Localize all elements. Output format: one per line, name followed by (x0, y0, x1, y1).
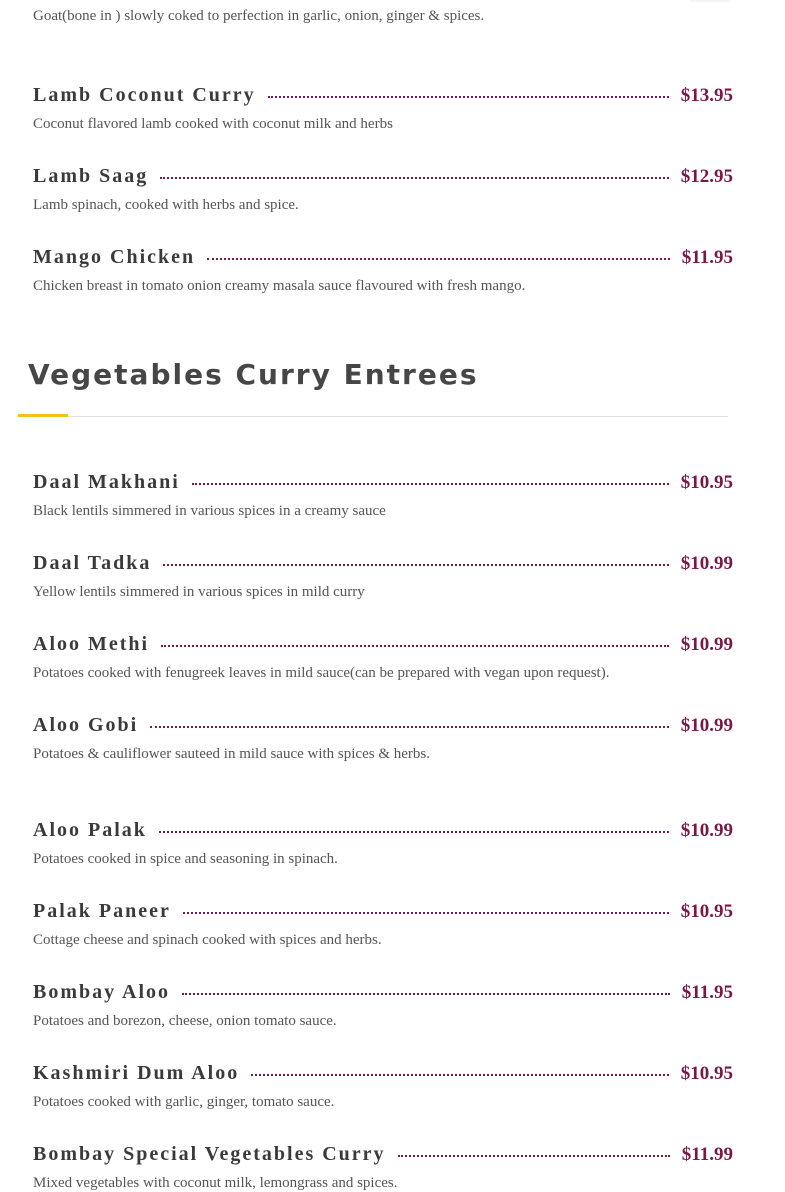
menu-item-price: $11.95 (681, 247, 733, 268)
menu-item-price: $10.95 (680, 472, 733, 493)
section-title: Vegetables Curry Entrees (28, 358, 479, 391)
menu-item-description: Potatoes & cauliflower sauteed in mild sauce with spices & herbs. (33, 746, 430, 762)
menu-item-description: Potatoes cooked with garlic, ginger, tomato sauce. (33, 1094, 335, 1110)
menu-item-description: Mixed vegetables with coconut milk, lemongrass and spices. (33, 1175, 398, 1191)
dotted-leader (163, 564, 668, 566)
menu-item-description: Chicken breast in tomato onion creamy masala sauce flavoured with fresh mango. (33, 278, 526, 294)
menu-item (33, 552, 733, 601)
section-divider (18, 416, 728, 417)
menu-item-description: Potatoes cooked with fenugreek leaves in mild sauce(can be prepared with vegan upon request). (33, 665, 610, 681)
dotted-leader (160, 177, 669, 179)
menu-item-price: $10.95 (680, 901, 733, 922)
dotted-leader (192, 483, 669, 485)
menu-item-price: $10.95 (680, 1063, 733, 1084)
dotted-leader (398, 1155, 670, 1157)
menu-item-name: Daal Tadka (33, 552, 152, 574)
menu-item-name: Aloo Palak (33, 819, 147, 841)
dotted-leader (150, 726, 669, 728)
dotted-leader (182, 993, 670, 995)
menu-item-name: Kashmiri Dum Aloo (33, 1062, 240, 1084)
dotted-leader (159, 831, 669, 833)
menu-item-description: Yellow lentils simmered in various spices in mild curry (33, 584, 365, 600)
dotted-leader (161, 645, 669, 647)
menu-item (33, 714, 733, 763)
menu-item-price: $12.95 (680, 166, 733, 187)
dotted-leader (268, 96, 669, 98)
dotted-leader (207, 258, 670, 260)
menu-item (33, 246, 733, 295)
menu-item (33, 1143, 733, 1192)
menu-item-name: Lamb Saag (33, 165, 149, 187)
menu-item-description: Potatoes cooked in spice and seasoning in spinach. (33, 851, 338, 867)
menu-item-name: Lamb Coconut Curry (33, 84, 256, 106)
menu-item-name: Aloo Gobi (33, 714, 139, 736)
dotted-leader (251, 1074, 669, 1076)
menu-item-price: $10.99 (680, 715, 733, 736)
menu-item-name: Bombay Special Vegetables Curry (33, 1143, 386, 1165)
menu-item (33, 900, 733, 949)
menu-item-name: Bombay Aloo (33, 981, 171, 1003)
menu-item-price: $13.95 (680, 85, 733, 106)
dotted-leader (183, 912, 669, 914)
menu-item-price: $10.99 (680, 634, 733, 655)
menu-item-price: $11.99 (681, 1144, 733, 1165)
menu-item-description: Goat(bone in ) slowly coked to perfection in garlic, onion, ginger & spices. (33, 8, 485, 24)
menu-item-description: Lamb spinach, cooked with herbs and spice. (33, 197, 299, 213)
menu-item (33, 1062, 733, 1111)
menu-item (33, 165, 733, 214)
menu-item-name: Mango Chicken (33, 246, 196, 268)
menu-item-description: Coconut flavored lamb cooked with coconut milk and herbs (33, 116, 393, 132)
menu-item-price: $10.99 (680, 553, 733, 574)
menu-item (33, 981, 733, 1030)
section-accent-bar (18, 414, 68, 417)
menu-item (33, 819, 733, 868)
menu-item-price: $10.99 (680, 820, 733, 841)
menu-item-description: Cottage cheese and spinach cooked with spices and herbs. (33, 932, 382, 948)
menu-item-name: Palak Paneer (33, 900, 171, 922)
menu-item (33, 633, 733, 682)
menu-item (33, 471, 733, 520)
menu-item-description: Black lentils simmered in various spices in a creamy sauce (33, 503, 386, 519)
menu-item-price: $11.95 (681, 982, 733, 1003)
top-divider (690, 0, 730, 2)
menu-item-name: Daal Makhani (33, 471, 180, 493)
menu-item (33, 84, 733, 133)
menu-item-description: Potatoes and borezon, cheese, onion tomato sauce. (33, 1013, 337, 1029)
menu-item-name: Aloo Methi (33, 633, 150, 655)
